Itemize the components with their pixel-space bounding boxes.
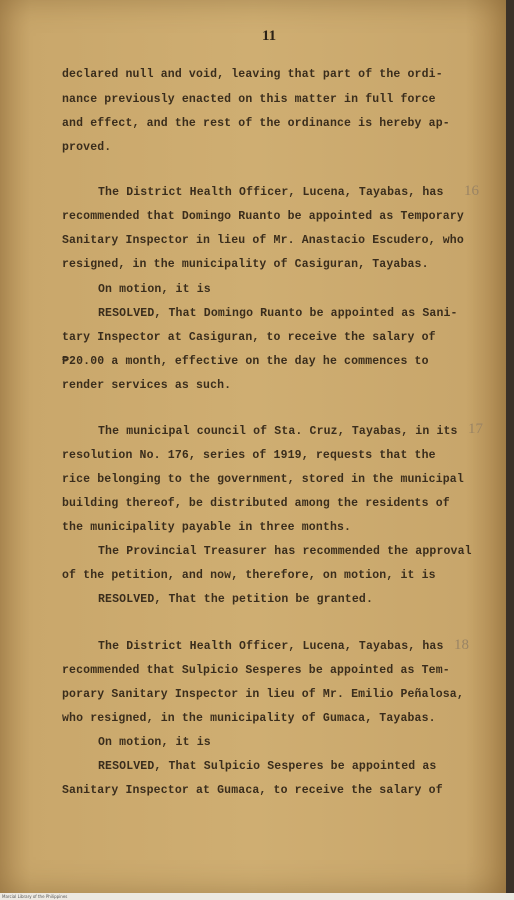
text-line: proved. xyxy=(62,141,112,154)
text-line: recommended that Sulpicio Sesperes be appointed as Tem- xyxy=(62,664,450,677)
text-line: of the petition, and now, therefore, on motion, it is xyxy=(62,569,436,582)
text-line: On motion, it is xyxy=(98,283,211,296)
text-line: declared null and void, leaving that part of the ordi- xyxy=(62,68,443,81)
text-line: resolution No. 176, series of 1919, requests that the xyxy=(62,449,436,462)
text-line: nance previously enacted on this matter in full force xyxy=(62,93,436,106)
margin-number: 16 xyxy=(464,183,479,199)
text-line: porary Sanitary Inspector in lieu of Mr. Emilio Peñalosa, xyxy=(62,688,464,701)
text-line: Sanitary Inspector in lieu of Mr. Anastacio Escudero, who xyxy=(62,234,464,247)
text-line: The District Health Officer, Lucena, Tayabas, has xyxy=(98,186,444,199)
text-line: The Provincial Treasurer has recommended the approval xyxy=(98,545,472,558)
text-line: resigned, in the municipality of Casiguran, Tayabas. xyxy=(62,258,429,271)
text-line: RESOLVED, That the petition be granted. xyxy=(98,593,373,606)
footer-strip xyxy=(0,893,514,900)
text-line: building thereof, be distributed among the residents of xyxy=(62,497,450,510)
page-edge xyxy=(506,0,514,900)
text-line: Sanitary Inspector at Gumaca, to receive the salary of xyxy=(62,784,443,797)
text-line: tary Inspector at Casiguran, to receive the salary of xyxy=(62,331,436,344)
page-number: 11 xyxy=(262,28,277,44)
text-line: The municipal council of Sta. Cruz, Tayabas, in its xyxy=(98,425,458,438)
text-line: render services as such. xyxy=(62,379,232,392)
text-line: RESOLVED, That Domingo Ruanto be appointed as Sani- xyxy=(98,307,458,320)
text-line: ₱20.00 a month, effective on the day he commences to xyxy=(62,355,429,368)
text-line: who resigned, in the municipality of Gumaca, Tayabas. xyxy=(62,712,436,725)
margin-number: 17 xyxy=(468,421,483,437)
margin-number: 18 xyxy=(454,637,469,653)
text-line: RESOLVED, That Sulpicio Sesperes be appointed as xyxy=(98,760,437,773)
text-line: rice belonging to the government, stored in the municipal xyxy=(62,473,464,486)
text-line: recommended that Domingo Ruanto be appointed as Temporary xyxy=(62,210,464,223)
text-line: The District Health Officer, Lucena, Tayabas, has xyxy=(98,640,444,653)
text-line: and effect, and the rest of the ordinance is hereby ap- xyxy=(62,117,450,130)
text-line: On motion, it is xyxy=(98,736,211,749)
footer-text: Marcial Library of the Philippines xyxy=(2,894,68,899)
text-line: the municipality payable in three months. xyxy=(62,521,352,534)
